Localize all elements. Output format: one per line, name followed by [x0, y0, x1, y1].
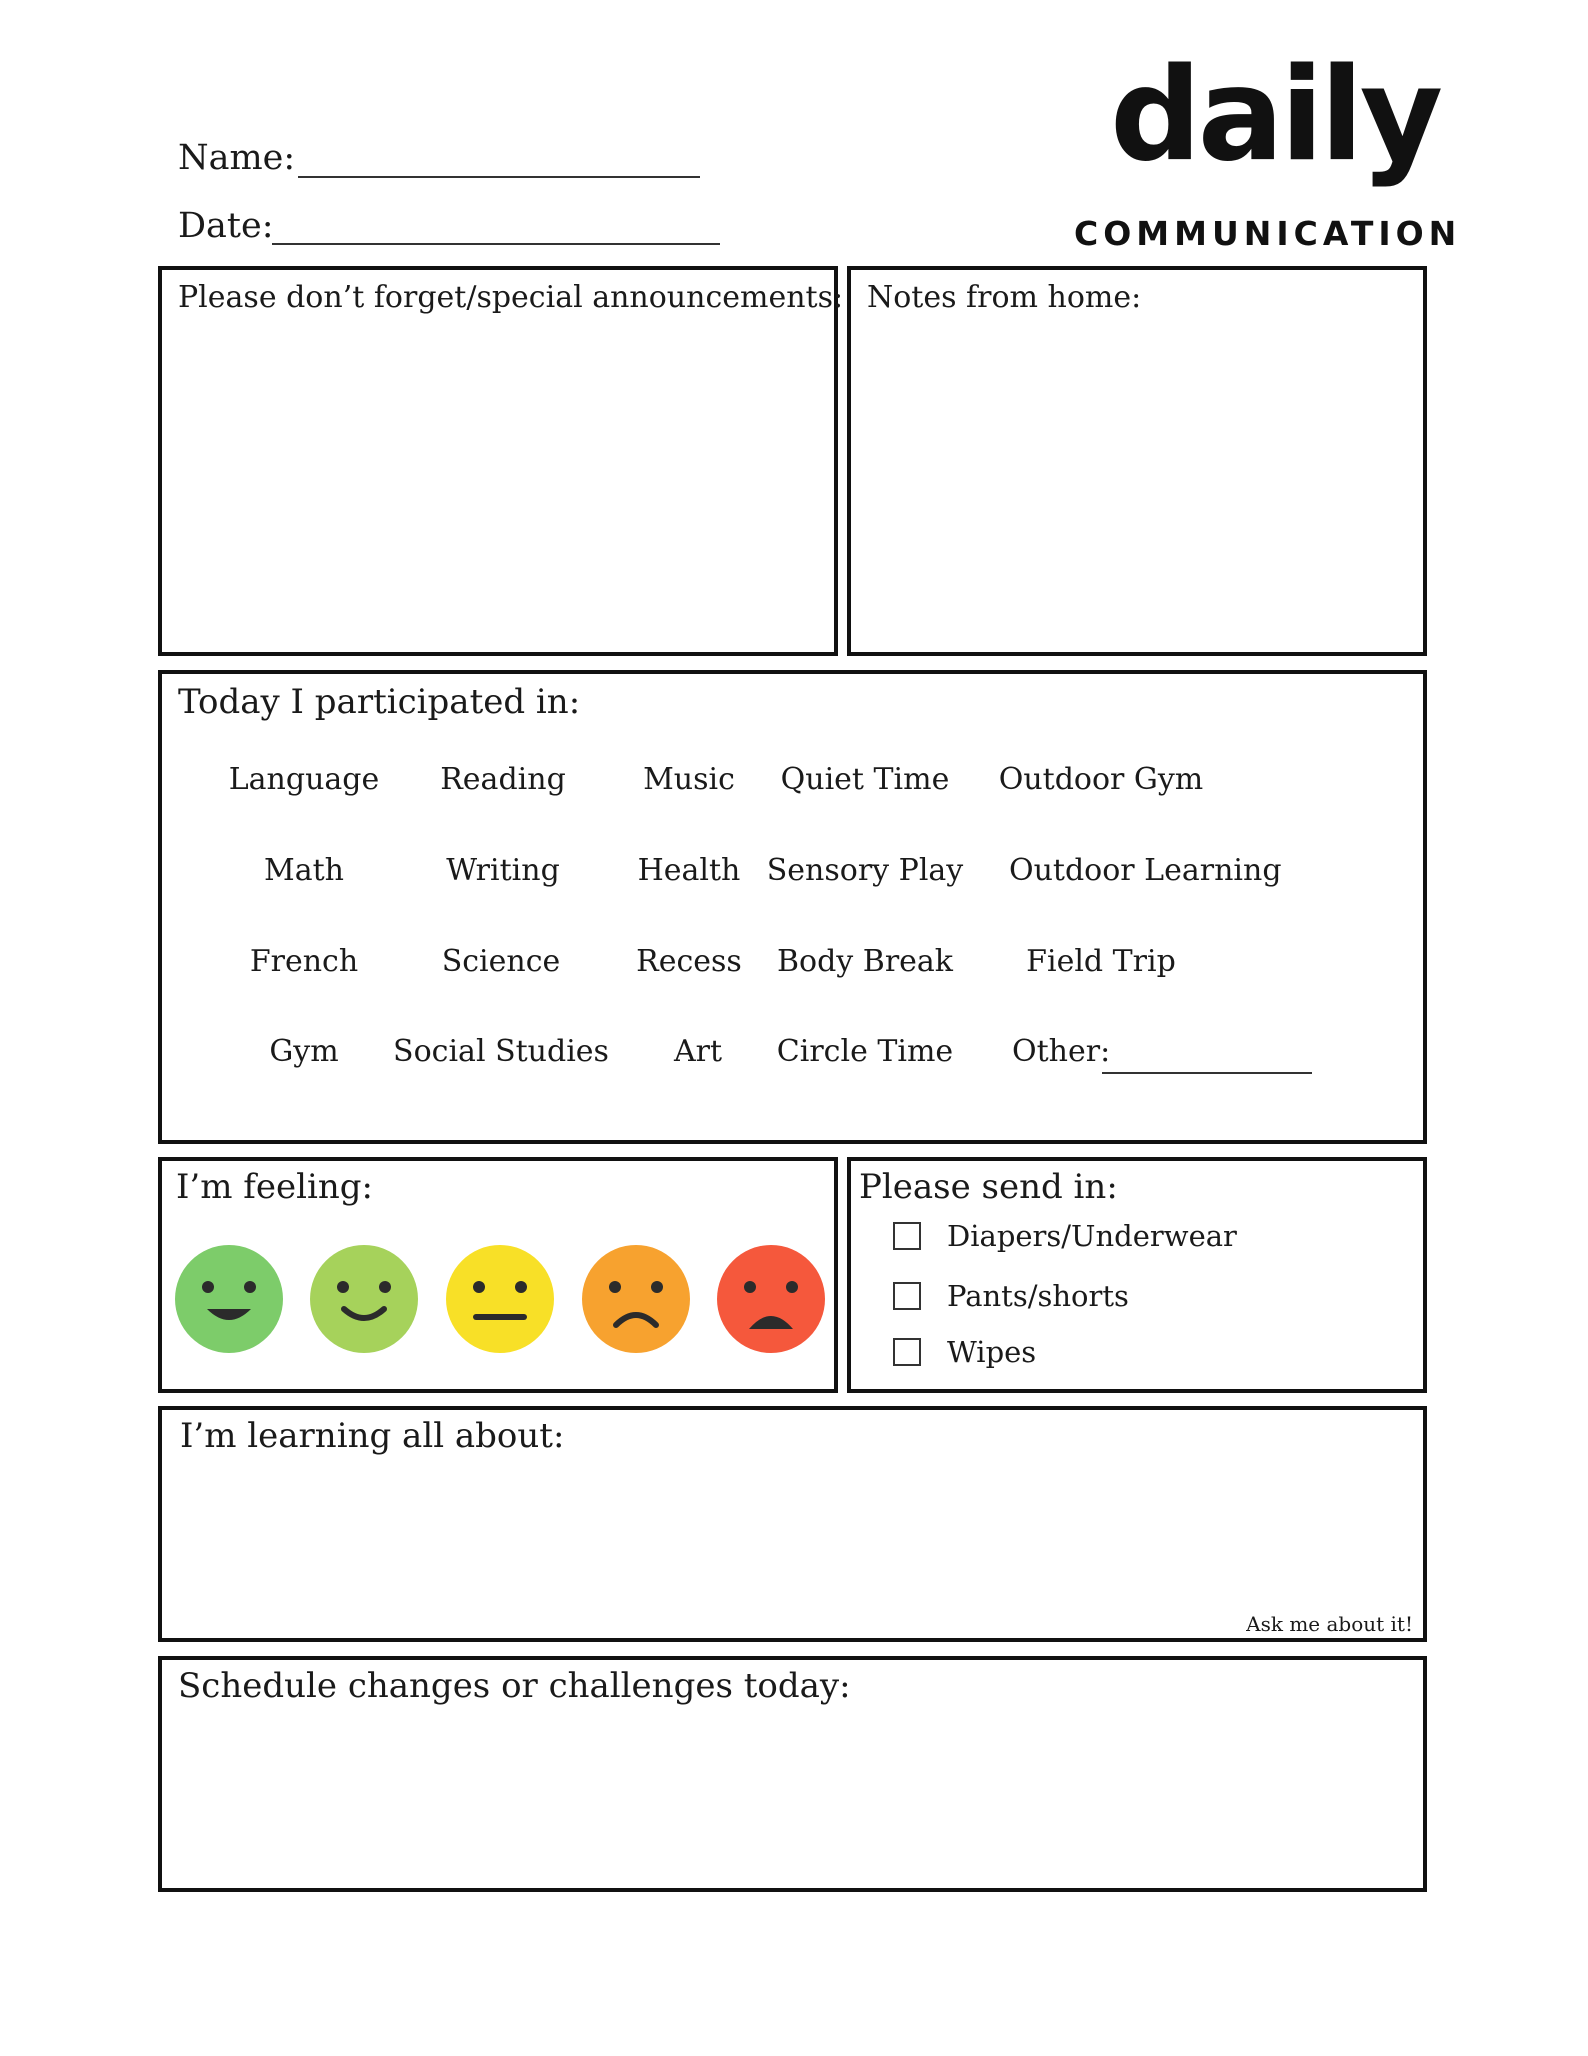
- activity-field-trip[interactable]: Field Trip: [1026, 944, 1176, 979]
- feeling-box: [158, 1157, 838, 1393]
- name-field[interactable]: [298, 176, 700, 178]
- face-very-happy-icon[interactable]: [175, 1245, 283, 1353]
- wipes-checkbox[interactable]: [893, 1338, 921, 1366]
- notes-from-home-box[interactable]: [847, 266, 1427, 656]
- participation-title: Today I participated in:: [178, 682, 581, 722]
- schedule-title: Schedule changes or challenges today:: [178, 1666, 851, 1706]
- face-happy-icon[interactable]: [310, 1245, 418, 1353]
- feeling-title: I’m feeling:: [176, 1167, 373, 1207]
- date-field[interactable]: [272, 243, 720, 245]
- activity-art[interactable]: Art: [673, 1034, 723, 1069]
- activity-outdoor-gym[interactable]: Outdoor Gym: [998, 762, 1204, 797]
- pants-label: Pants/shorts: [947, 1279, 1129, 1313]
- diapers-checkbox[interactable]: [893, 1222, 921, 1250]
- activity-sensory-play[interactable]: Sensory Play: [766, 853, 964, 888]
- face-upset-icon[interactable]: [717, 1245, 825, 1353]
- brand-title: daily: [1110, 41, 1440, 190]
- send-in-item-pants: [893, 1279, 1129, 1313]
- learning-title: I’m learning all about:: [180, 1416, 565, 1456]
- activity-other-field[interactable]: [1102, 1072, 1312, 1074]
- activity-reading[interactable]: Reading: [440, 762, 566, 797]
- date-label: Date:: [178, 206, 274, 246]
- activity-other-label: Other:: [1012, 1034, 1111, 1069]
- activity-science[interactable]: Science: [441, 944, 561, 979]
- participation-box: [158, 670, 1427, 1144]
- announcements-title: Please don’t forget/special announcements:: [178, 280, 844, 315]
- announcements-box[interactable]: [158, 266, 844, 656]
- notes-from-home-title: Notes from home:: [867, 280, 1142, 315]
- activity-gym[interactable]: Gym: [269, 1034, 339, 1069]
- learning-box[interactable]: [158, 1406, 1427, 1642]
- activity-quiet-time[interactable]: Quiet Time: [780, 762, 950, 797]
- wipes-label: Wipes: [947, 1335, 1037, 1369]
- activity-recess[interactable]: Recess: [636, 944, 742, 979]
- name-label: Name:: [178, 138, 296, 178]
- activity-music[interactable]: Music: [643, 762, 735, 797]
- activity-other[interactable]: [1012, 1034, 1110, 1069]
- send-in-item-diapers: [893, 1219, 1237, 1253]
- face-neutral-icon[interactable]: [446, 1245, 554, 1353]
- schedule-box[interactable]: [158, 1656, 1427, 1892]
- activity-language[interactable]: Language: [228, 762, 380, 797]
- activity-circle-time[interactable]: Circle Time: [776, 1034, 954, 1069]
- activity-writing[interactable]: Writing: [446, 853, 560, 888]
- activity-math[interactable]: Math: [264, 853, 344, 888]
- learning-footnote: Ask me about it!: [1246, 1612, 1413, 1636]
- send-in-title: Please send in:: [859, 1167, 1118, 1207]
- activity-social-studies[interactable]: Social Studies: [393, 1034, 609, 1069]
- diapers-label: Diapers/Underwear: [947, 1219, 1237, 1253]
- activity-health[interactable]: Health: [637, 853, 741, 888]
- activity-body-break[interactable]: Body Break: [776, 944, 953, 979]
- activity-french[interactable]: French: [249, 944, 359, 979]
- send-in-item-wipes: [893, 1335, 1036, 1369]
- activity-outdoor-learning[interactable]: Outdoor Learning: [1009, 853, 1282, 888]
- pants-checkbox[interactable]: [893, 1282, 921, 1310]
- brand-subtitle: COMMUNICATION: [1074, 214, 1462, 253]
- face-sad-icon[interactable]: [582, 1245, 690, 1353]
- send-in-box: [847, 1157, 1427, 1393]
